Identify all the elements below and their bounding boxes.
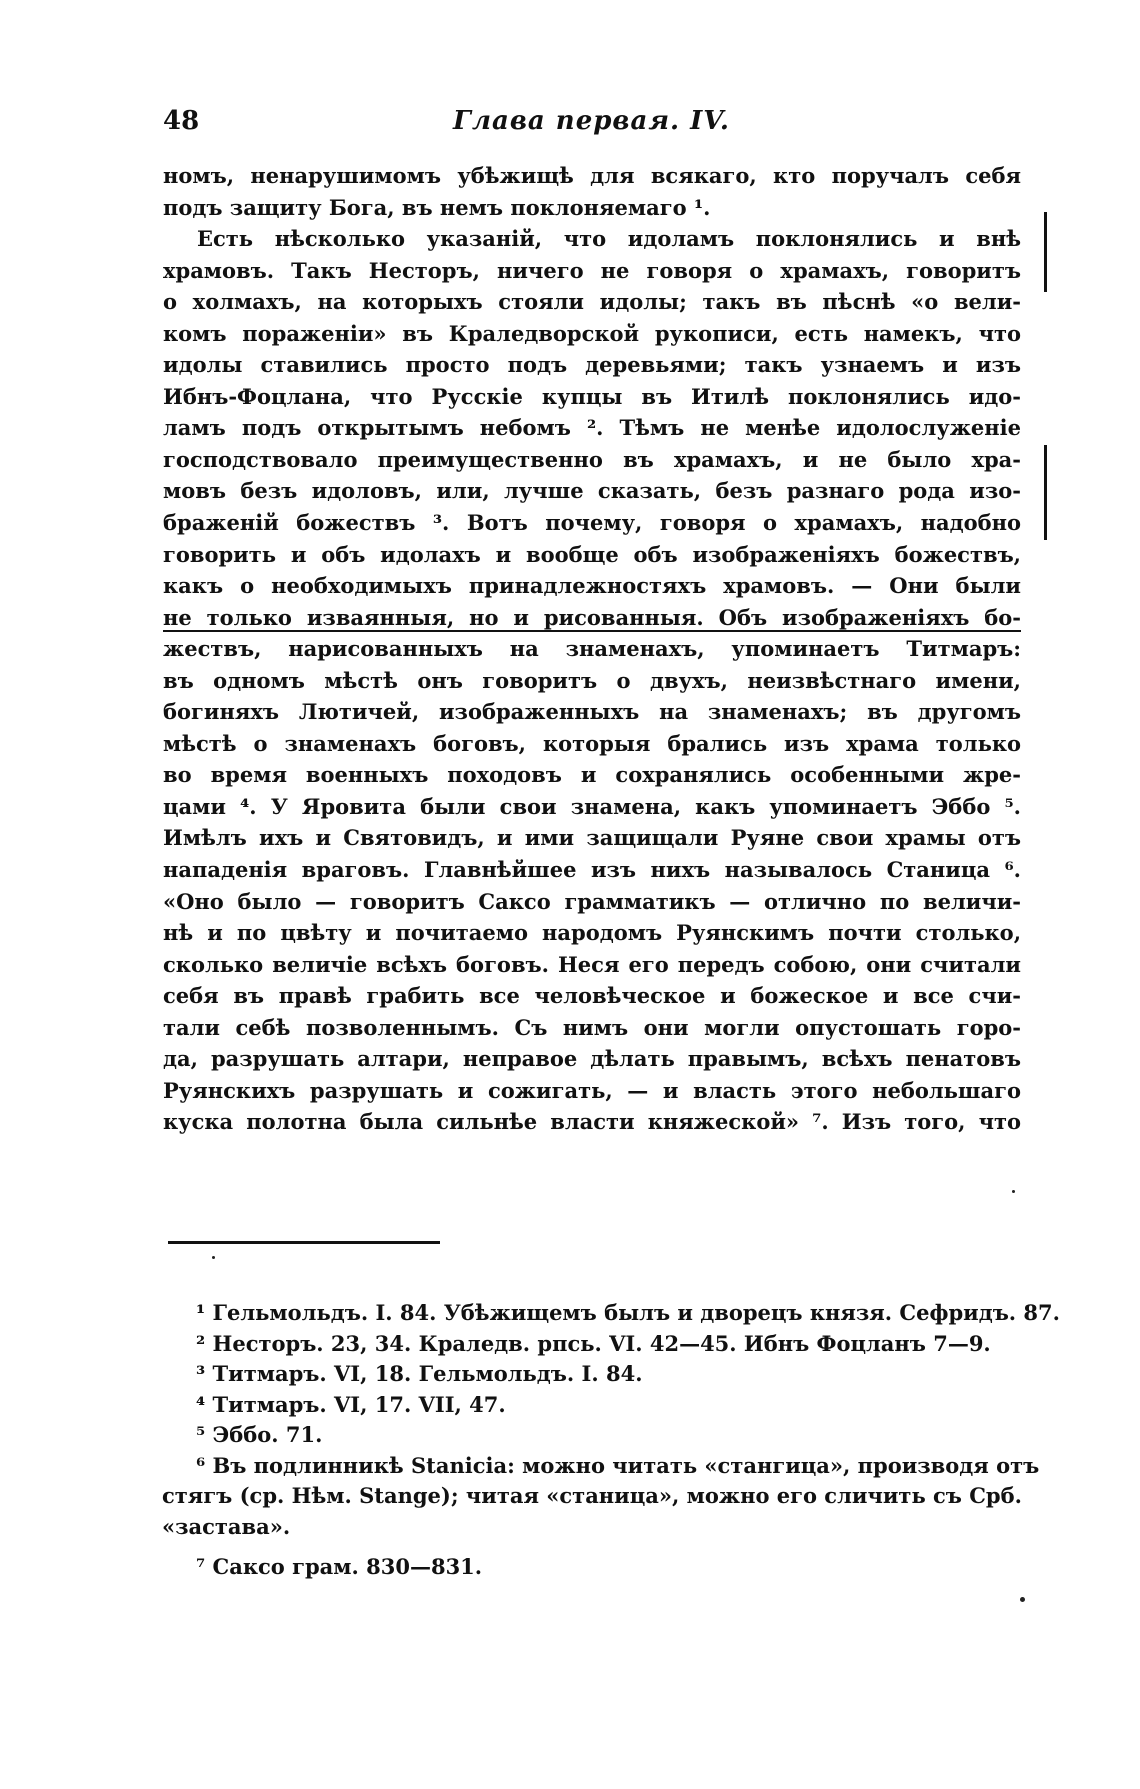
footnote: ⁷ Саксо грам. 830—831. [196, 1554, 483, 1579]
text-line: «Оно было — говоритъ Саксо грамматикъ — отлично по величи- [163, 888, 1021, 914]
text-line: храмовъ. Такъ Несторъ, ничего не говоря о храмахъ, говоритъ [163, 257, 1021, 283]
text-line: Руянскихъ разрушать и сожигать, — и власть этого небольшаго [163, 1077, 1021, 1103]
main-text [163, 160, 1021, 1138]
footnote-separator [168, 1241, 440, 1244]
text-line: говорить и объ идолахъ и вообще объ изображеніяхъ божествъ, [163, 541, 1021, 567]
text-line: мѣстѣ о знаменахъ боговъ, которыя брались изъ храма только [163, 730, 1021, 756]
text-line: богиняхъ Лютичей, изображенныхъ на знаменахъ; въ другомъ [163, 699, 1021, 725]
text-line: какъ о необходимыхъ принадлежностяхъ храмовъ. — Они были [163, 573, 1021, 599]
text-line: Имѣлъ ихъ и Святовидъ, и ими защищали Руяне свои храмы отъ [163, 825, 1021, 851]
text-line: цами ⁴. У Яровита были свои знамена, какъ упоминаетъ Эббо ⁵. [163, 793, 1021, 819]
text-line: комъ пораженіи» въ Краледворской рукописи, есть намекъ, что [163, 320, 1021, 346]
text-line: о холмахъ, на которыхъ стояли идолы; такъ въ пѣснѣ «о вели- [163, 289, 1021, 315]
footnote: ⁴ Титмаръ. VI, 17. VII, 47. [196, 1391, 506, 1417]
ink-speck [1012, 1190, 1015, 1193]
text-line: номъ, ненарушимомъ убѣжищѣ для всякаго, кто поручалъ себя [163, 163, 1021, 188]
footnote: ¹ Гельмольдъ. I. 84. Убѣжищемъ былъ и дворецъ князя. Сефридъ. 87. [196, 1300, 1060, 1325]
footnote: ³ Титмаръ. VI, 18. Гельмольдъ. I. 84. [196, 1361, 643, 1386]
text-line: сколько величіе всѣхъ боговъ. Неся его передъ собою, они считали [163, 951, 1021, 977]
text-line: себя въ правѣ грабить все человѣческое и божеское и все счи- [163, 983, 1021, 1009]
margin-mark-2 [1044, 445, 1047, 540]
ink-speck [1020, 1597, 1025, 1602]
margin-mark-1 [1044, 212, 1047, 292]
text-line: Есть нѣсколько указаній, что идоламъ поклонялись и внѣ [197, 226, 1021, 252]
footnote: ² Несторъ. 23, 34. Краледв. рпсь. VI. 42—45. Ибнъ Фоцланъ 7—9. [196, 1330, 991, 1356]
text-line: во время военныхъ походовъ и сохранялись особенными жре- [163, 762, 1021, 788]
footnote: ⁶ Въ подлинникѣ Stanicia: можно читать «стангица», производя отъ [196, 1452, 1040, 1478]
text-line-underlined: не только изваянныя, но и рисованныя. Объ изображеніяхъ бо- [163, 604, 1021, 630]
footnote-continuation: стягъ (ср. Нѣм. Stange); читая «станица», можно его сличить съ Срб. [162, 1483, 1022, 1508]
text-line: идолы ставились просто подъ деревьями; такъ узнаемъ и изъ [163, 352, 1021, 378]
text-line: браженій божествъ ³. Вотъ почему, говоря о храмахъ, надобно [163, 510, 1021, 536]
text-line: мовъ безъ идоловъ, или, лучше сказать, безъ разнаго рода изо- [163, 478, 1021, 504]
page-number: 48 [163, 106, 200, 136]
page-header [163, 106, 1023, 146]
text-line: господствовало преимущественно въ храмахъ, и не было хра- [163, 446, 1021, 472]
ink-speck [212, 1256, 215, 1259]
text-line: нападенія враговъ. Главнѣйшее изъ нихъ называлось Станица ⁶. [163, 857, 1021, 883]
text-line: Ибнъ-Фоцлана, что Русскіе купцы въ Итилѣ поклонялись идо- [163, 383, 1021, 409]
footnotes [162, 1298, 1060, 1583]
text-line: тали себѣ позволеннымъ. Съ нимъ они могли опустошать горо- [163, 1014, 1021, 1040]
text-line: да, разрушать алтари, неправое дѣлать правымъ, всѣхъ пенатовъ [163, 1046, 1021, 1072]
text-line: въ одномъ мѣстѣ онъ говоритъ о двухъ, неизвѣстнаго имени, [163, 667, 1021, 693]
text-line: жествъ, нарисованныхъ на знаменахъ, упоминаетъ Титмаръ: [163, 636, 1021, 662]
running-head: Глава первая. IV. [453, 106, 730, 136]
text-line: куска полотна была сильнѣе власти княжеской» ⁷. Изъ того, что [163, 1109, 1021, 1135]
footnote: ⁵ Эббо. 71. [196, 1422, 323, 1447]
footnote-continuation: «застава». [162, 1513, 291, 1539]
text-line: нѣ и по цвѣту и почитаемо народомъ Руянскимъ почти столько, [163, 920, 1021, 946]
text-line: ламъ подъ открытымъ небомъ ². Тѣмъ не менѣе идолослуженіе [163, 415, 1021, 441]
text-line: подъ защиту Бога, въ немъ поклоняемаго ¹. [163, 194, 711, 220]
